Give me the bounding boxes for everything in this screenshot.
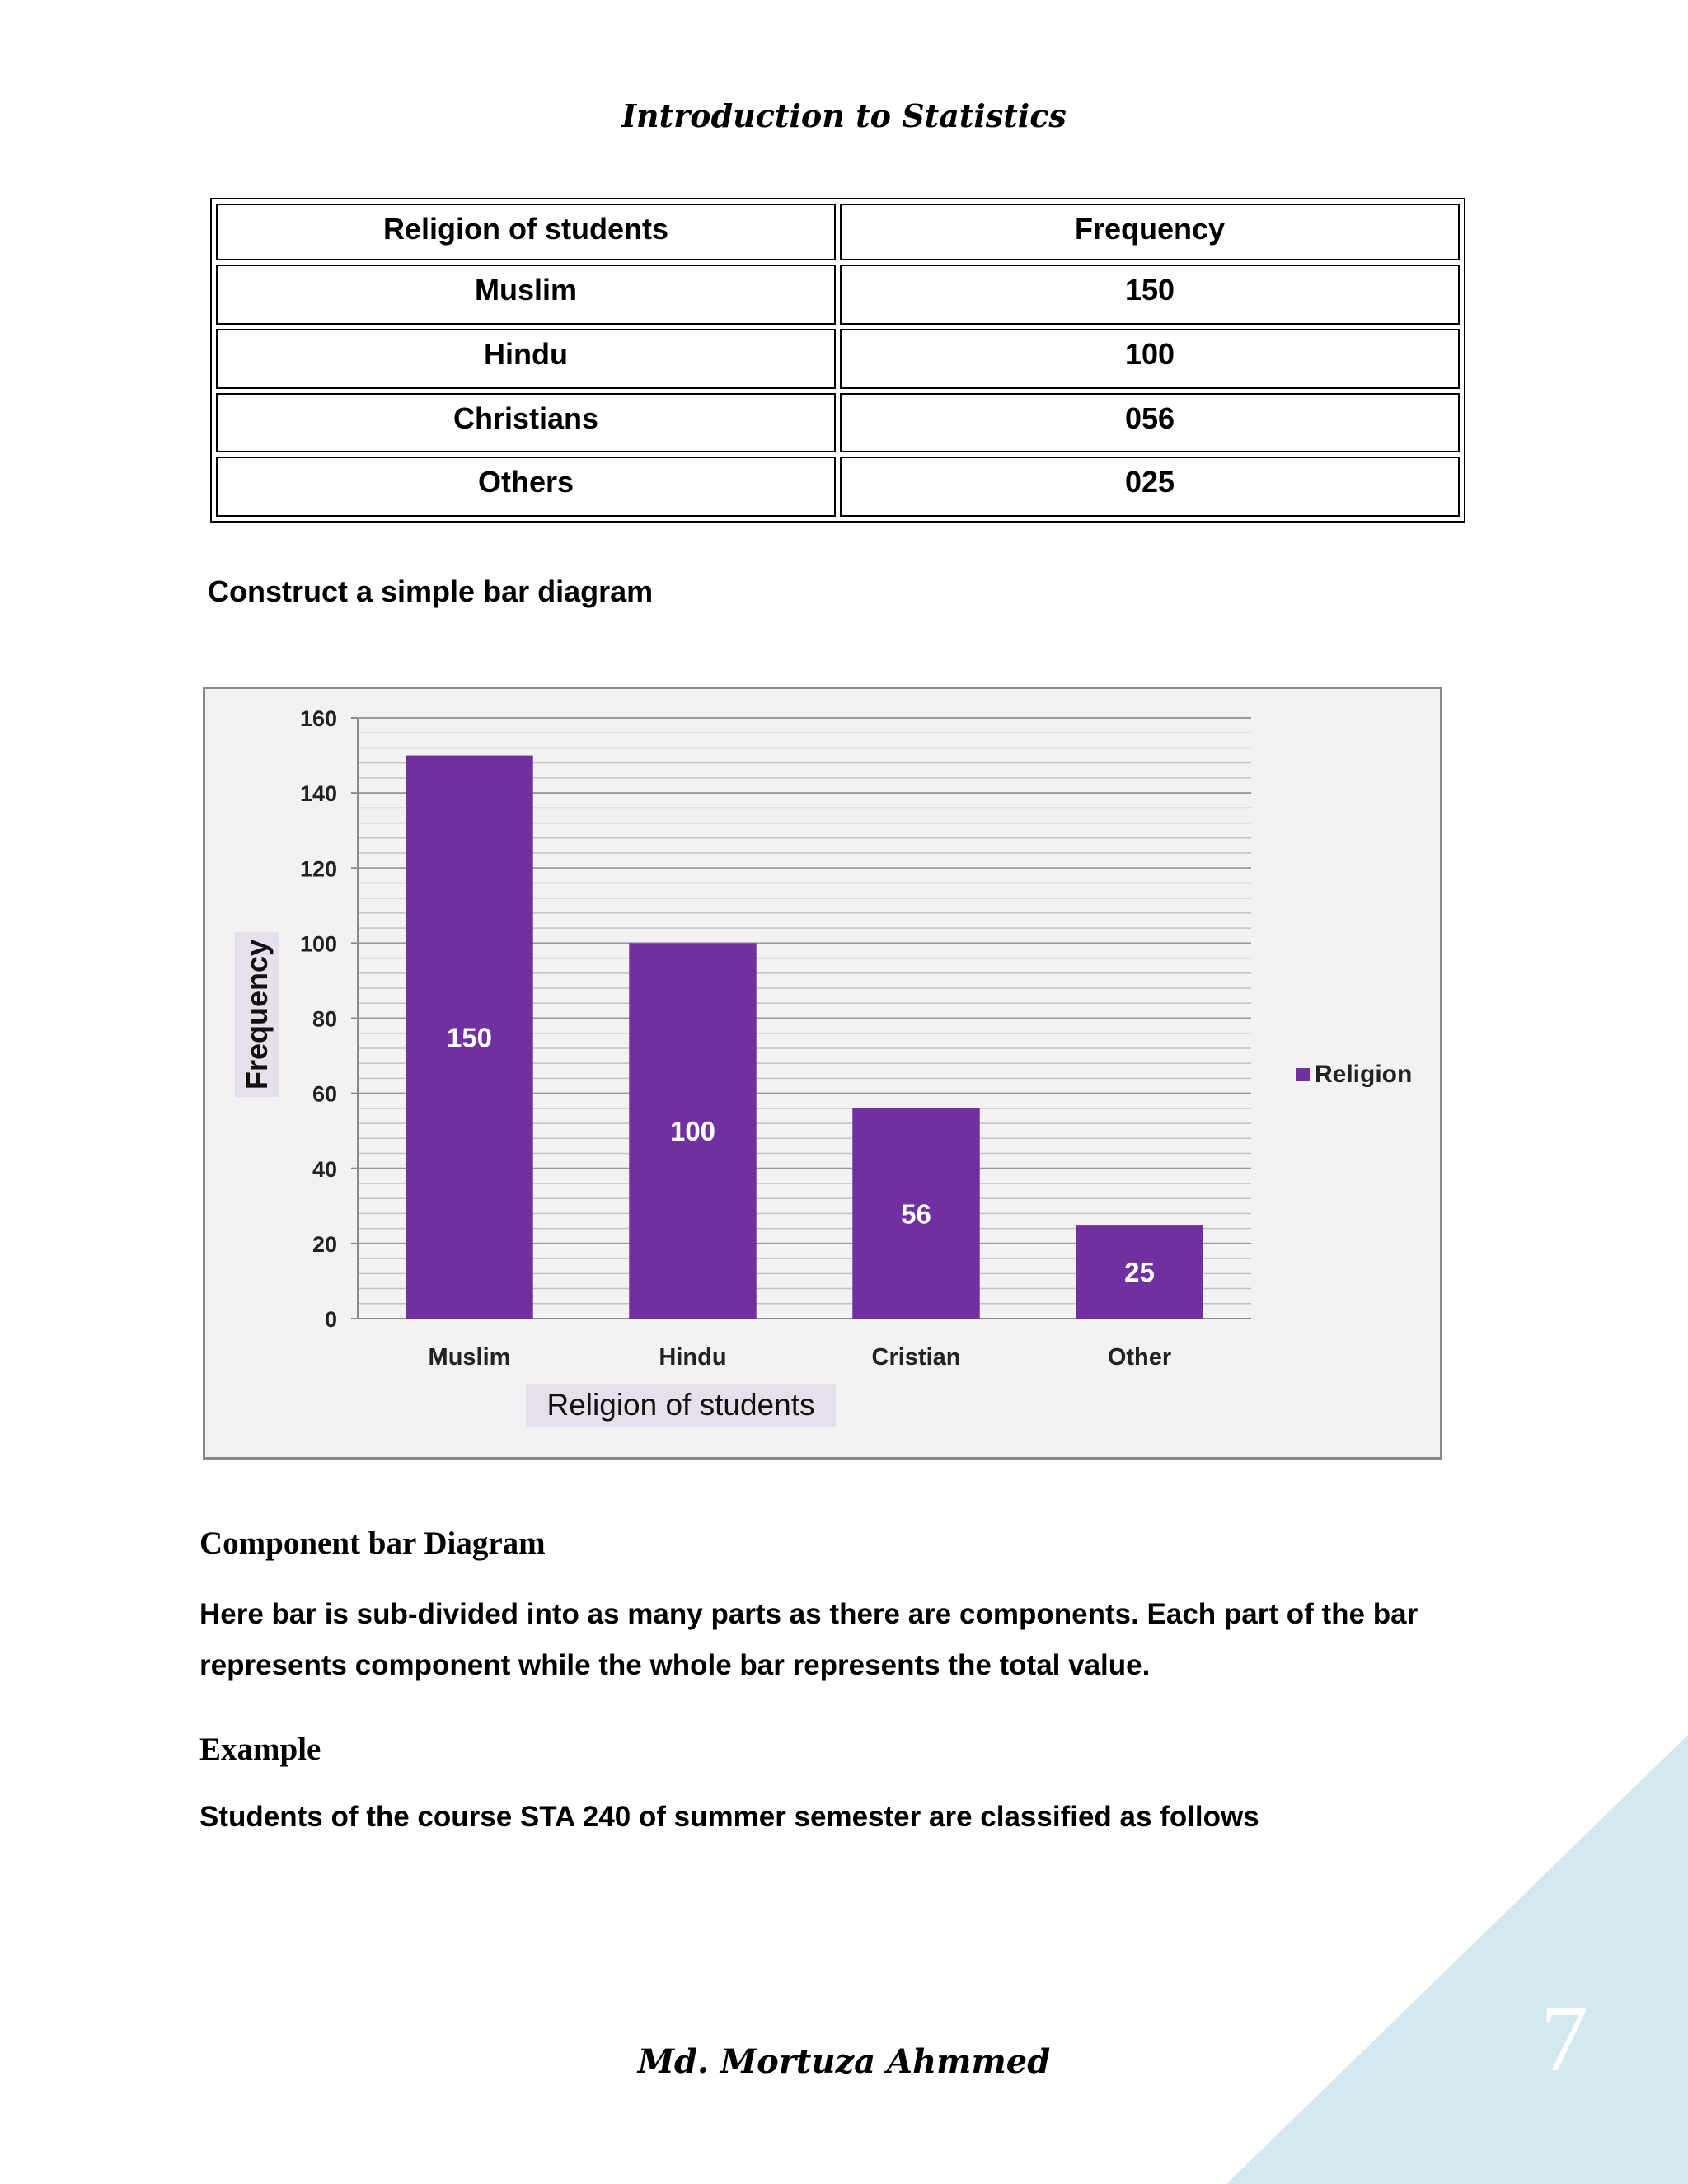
component-bar-heading: Component bar Diagram bbox=[199, 1526, 546, 1561]
legend-swatch bbox=[1296, 1068, 1310, 1081]
y-tick-label: 0 bbox=[324, 1307, 337, 1332]
table-header-row bbox=[216, 204, 1460, 260]
x-tick-label: Muslim bbox=[428, 1344, 511, 1371]
table-cell: Hindu bbox=[216, 329, 836, 389]
author-name: Md. Mortuza Ahmmed bbox=[637, 2042, 1051, 2081]
x-tick-label: Other bbox=[1107, 1344, 1172, 1371]
table-row bbox=[216, 393, 1460, 453]
y-tick-label: 160 bbox=[299, 706, 337, 731]
y-tick-label: 140 bbox=[299, 781, 337, 807]
table-cell: Christians bbox=[216, 393, 836, 453]
example-heading: Example bbox=[199, 1732, 321, 1767]
data-label: 150 bbox=[446, 1022, 493, 1053]
table-header-frequency: Frequency bbox=[840, 204, 1460, 260]
y-tick-label: 40 bbox=[312, 1156, 337, 1182]
table-row bbox=[216, 265, 1460, 325]
y-tick-label: 120 bbox=[299, 856, 337, 882]
y-axis-title: Frequency bbox=[240, 939, 274, 1090]
component-bar-description: Here bar is sub-divided into as many parts as there are components. Each part of the bar represents component while the whole bar represents the total value. bbox=[199, 1598, 1418, 1681]
legend-label: Religion bbox=[1315, 1061, 1413, 1088]
x-tick-label: Hindu bbox=[659, 1344, 727, 1371]
data-label: 56 bbox=[901, 1198, 931, 1230]
table-row bbox=[216, 457, 1460, 517]
table-cell: Muslim bbox=[216, 265, 836, 325]
y-tick-label: 100 bbox=[299, 931, 337, 957]
table-cell: Others bbox=[216, 457, 836, 517]
example-text: Students of the course STA 240 of summer semester are classified as follows bbox=[199, 1801, 1259, 1833]
table-cell: 056 bbox=[840, 393, 1460, 453]
page-number: 7 bbox=[1540, 1986, 1588, 2092]
running-head: Introduction to Statistics bbox=[621, 97, 1067, 134]
table-cell: 100 bbox=[840, 329, 1460, 389]
y-tick-label: 60 bbox=[312, 1081, 337, 1107]
table-cell: 025 bbox=[840, 457, 1460, 517]
y-tick-label: 20 bbox=[312, 1231, 337, 1257]
y-tick-label: 80 bbox=[312, 1006, 337, 1032]
data-label: 25 bbox=[1124, 1257, 1155, 1288]
instruction-text: Construct a simple bar diagram bbox=[208, 574, 654, 608]
x-axis-title: Religion of students bbox=[546, 1388, 815, 1422]
data-label: 100 bbox=[669, 1116, 716, 1147]
table-header-religion: Religion of students bbox=[216, 204, 836, 260]
bar-chart bbox=[205, 689, 1440, 1457]
table-cell: 150 bbox=[840, 265, 1460, 325]
frequency-table bbox=[210, 198, 1465, 523]
x-tick-label: Cristian bbox=[871, 1344, 961, 1371]
table-row bbox=[216, 329, 1460, 389]
bar-chart-frame bbox=[203, 687, 1442, 1460]
